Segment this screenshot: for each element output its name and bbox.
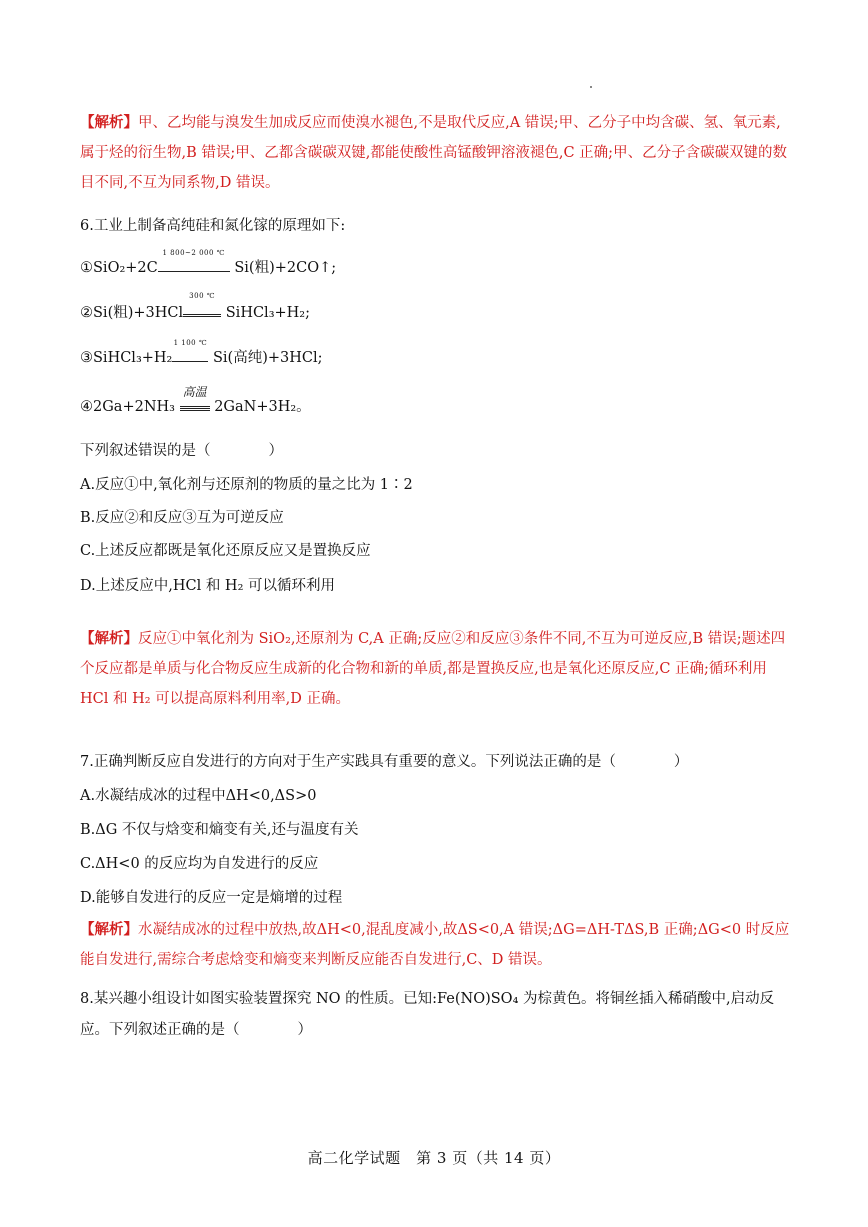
q6-option-c: C.上述反应都既是氧化还原反应又是置换反应 [80,543,371,559]
q7-option-d: D.能够自发进行的反应一定是熵增的过程 [80,890,343,906]
explanation-text: 甲、乙均能与溴发生加成反应而使溴水褪色,不是取代反应,A 错误;甲、乙分子中均含碳、氢、氧元素,属于烃的衍生物,B 错误;甲、乙都含碳碳双键,都能使酸性高锰酸钾溶液褪色,C 正确;甲、乙分子含碳碳双键的数目不同,不互为同系物,D 错误。 [80,115,788,191]
q6-stem: 6.工业上制备高纯硅和氮化镓的原理如下: [80,218,346,234]
eq4-condition: 高温 [182,385,207,399]
explanation-tag: 【解析】 [80,630,138,647]
q7-option-b: B.ΔG 不仅与焓变和熵变有关,还与温度有关 [80,822,359,838]
eq1-left: ①SiO₂+2C [80,260,158,276]
q8-stem: 8.某兴趣小组设计如图实验装置探究 NO 的性质。已知:Fe(NO)SO₄ 为棕黄色。将铜丝插入稀硝酸中,启动反应。下列叙述正确的是（ ） [80,991,775,1038]
q6-explanation [80,624,792,714]
scan-dot [590,86,592,88]
eq1-condition: 1 800~2 000 ℃ [162,249,225,257]
page-footer: 高二化学试题 第 3 页（共 14 页） [307,1149,561,1167]
eq1-right: Si(粗)+2CO↑; [234,260,337,276]
equation-1 [80,249,337,278]
eq4-left: ④2Ga+2NH₃ [80,399,175,415]
eq4-right: 2GaN+3H₂。 [214,399,311,415]
q7-stem: 7.正确判断反应自发进行的方向对于生产实践具有重要的意义。下列说法正确的是（ ） [80,754,689,770]
eq2-right: SiHCl₃+H₂; [225,305,311,321]
q7-explanation [80,915,792,975]
q6-option-b: B.反应②和反应③互为可逆反应 [80,510,284,526]
equation-2 [80,292,311,323]
eq4-condition-arrow [180,385,210,411]
q6-option-a: A.反应①中,氧化剂与还原剂的物质的量之比为 1∶2 [80,477,413,493]
eq3-condition-arrow [172,339,208,362]
equation-3 [80,339,323,368]
q7-option-c: C.ΔH<0 的反应均为自发进行的反应 [80,856,319,872]
equation-4 [80,385,311,417]
q5-explanation [80,108,792,198]
eq2-condition-arrow [183,292,221,317]
eq3-right: Si(高纯)+3HCl; [212,350,323,366]
explanation-tag: 【解析】 [80,921,138,938]
eq2-left: ②Si(粗)+3HCl [80,305,184,321]
explanation-text: 反应①中氧化剂为 SiO₂,还原剂为 C,A 正确;反应②和反应③条件不同,不互为可逆反应,B 错误;题述四个反应都是单质与化合物反应生成新的化合物和新的单质,都是置换反应,也是氧化还原反应,C 正确;循环利用 HCl 和 H₂ 可以提高原料利用率,D 正确。 [80,631,786,707]
q7-option-a: A.水凝结成冰的过程中ΔH<0,ΔS>0 [80,788,317,804]
eq1-condition-arrow [158,249,230,272]
eq2-condition: 300 ℃ [189,292,216,300]
explanation-text: 水凝结成冰的过程中放热,故ΔH<0,混乱度减小,故ΔS<0,A 错误;ΔG=ΔH-TΔS,B 正确;ΔG<0 时反应能自发进行,需综合考虑焓变和熵变来判断反应能否自发进行,C、D 错误。 [80,922,790,968]
explanation-tag: 【解析】 [80,114,138,131]
eq3-left: ③SiHCl₃+H₂ [80,350,173,366]
q6-question: 下列叙述错误的是（ ） [80,443,283,459]
eq3-condition: 1 100 ℃ [173,339,208,347]
q6-option-d: D.上述反应中,HCl 和 H₂ 可以循环利用 [80,578,335,594]
